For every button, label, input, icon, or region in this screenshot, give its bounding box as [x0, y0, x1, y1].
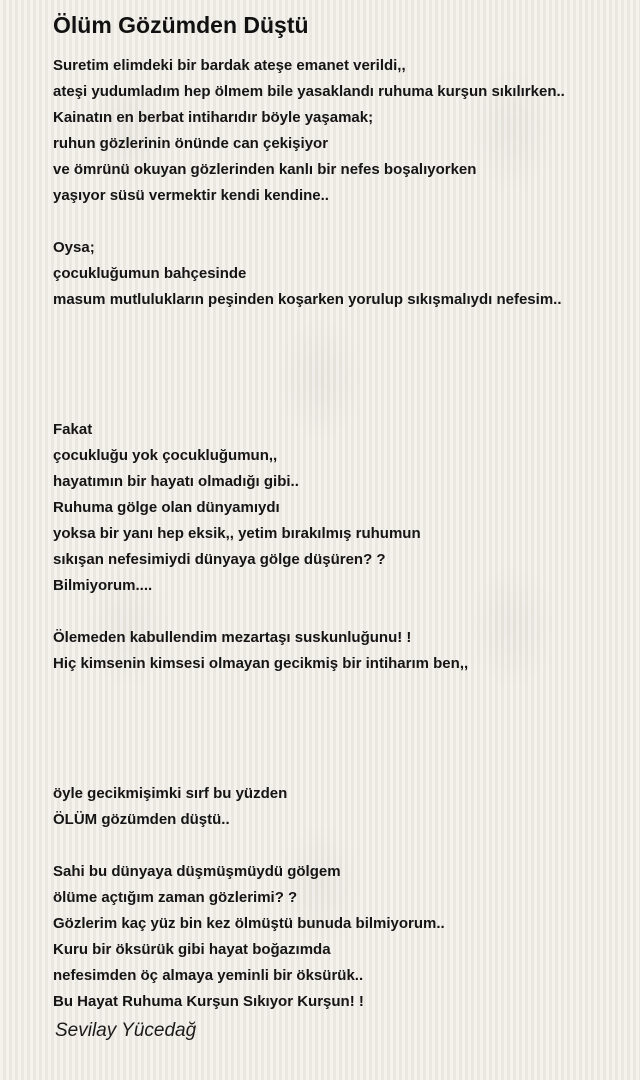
stanza-break [53, 703, 633, 729]
poem-line: nefesimden öç almaya yeminli bir öksürük.. [53, 967, 364, 984]
poem-line: ve ömrünü okuyan gözlerinden kanlı bir nefes boşalıyorken [53, 161, 477, 178]
poem-line: Hiç kimsenin kimsesi olmayan gecikmiş bir intiharım ben,, [53, 655, 469, 672]
stanza-break [53, 339, 633, 365]
poem-body [53, 53, 633, 1015]
stanza-break [53, 365, 633, 391]
poem-line: çocukluğumun bahçesinde [53, 265, 247, 282]
stanza-break [53, 313, 633, 339]
poem-line: Bilmiyorum.... [53, 577, 153, 594]
stanza-break [53, 209, 633, 235]
stanza-break [53, 729, 633, 755]
stanza-break [53, 391, 633, 417]
poem-line: ÖLÜM gözümden düştü.. [53, 811, 230, 828]
stanza-break [53, 833, 633, 859]
poem-line: Gözlerim kaç yüz bin kez ölmüştü bunuda bilmiyorum.. [53, 915, 445, 932]
stanza-break [53, 599, 633, 625]
poem-line: yaşıyor süsü vermektir kendi kendine.. [53, 187, 329, 204]
poem-line: Ölemeden kabullendim mezartaşı suskunluğunu! ! [53, 629, 412, 646]
poem-line: Kuru bir öksürük gibi hayat boğazımda [53, 941, 331, 958]
poem-line: Sahi bu dünyaya düşmüşmüydü gölgem [53, 863, 341, 880]
poem-line: çocukluğu yok çocukluğumun,, [53, 447, 278, 464]
poem-line: Oysa; [53, 239, 95, 256]
stanza-break [53, 677, 633, 703]
poem-line: sıkışan nefesimiydi dünyaya gölge düşüren? ? [53, 551, 386, 568]
poem-line: ölüme açtığım zaman gözlerimi? ? [53, 889, 298, 906]
poem-line: ruhun gözlerinin önünde can çekişiyor [53, 135, 329, 152]
poem-line: Suretim elimdeki bir bardak ateşe emanet verildi,, [53, 57, 406, 74]
poem-line: hayatımın bir hayatı olmadığı gibi.. [53, 473, 299, 490]
poem-line: Fakat [53, 421, 93, 438]
poem-line: Bu Hayat Ruhuma Kurşun Sıkıyor Kurşun! ! [53, 993, 364, 1010]
poem-line: masum mutlulukların peşinden koşarken yorulup sıkışmalıydı nefesim.. [53, 291, 562, 308]
stanza-break [53, 755, 633, 781]
poem-line: ateşi yudumladım hep ölmem bile yasaklandı ruhuma kurşun sıkılırken.. [53, 83, 565, 100]
poem-line: Kainatın en berbat intiharıdır böyle yaşamak; [53, 109, 374, 126]
poem-line: yoksa bir yanı hep eksik,, yetim bırakılmış ruhumun [53, 525, 421, 542]
poem-title: Ölüm Gözümden Düştü [53, 12, 309, 38]
poem-author: Sevilay Yücedağ [55, 1020, 197, 1041]
poem-line: öyle gecikmişimki sırf bu yüzden [53, 785, 288, 802]
poem-line: Ruhuma gölge olan dünyamıydı [53, 499, 280, 516]
